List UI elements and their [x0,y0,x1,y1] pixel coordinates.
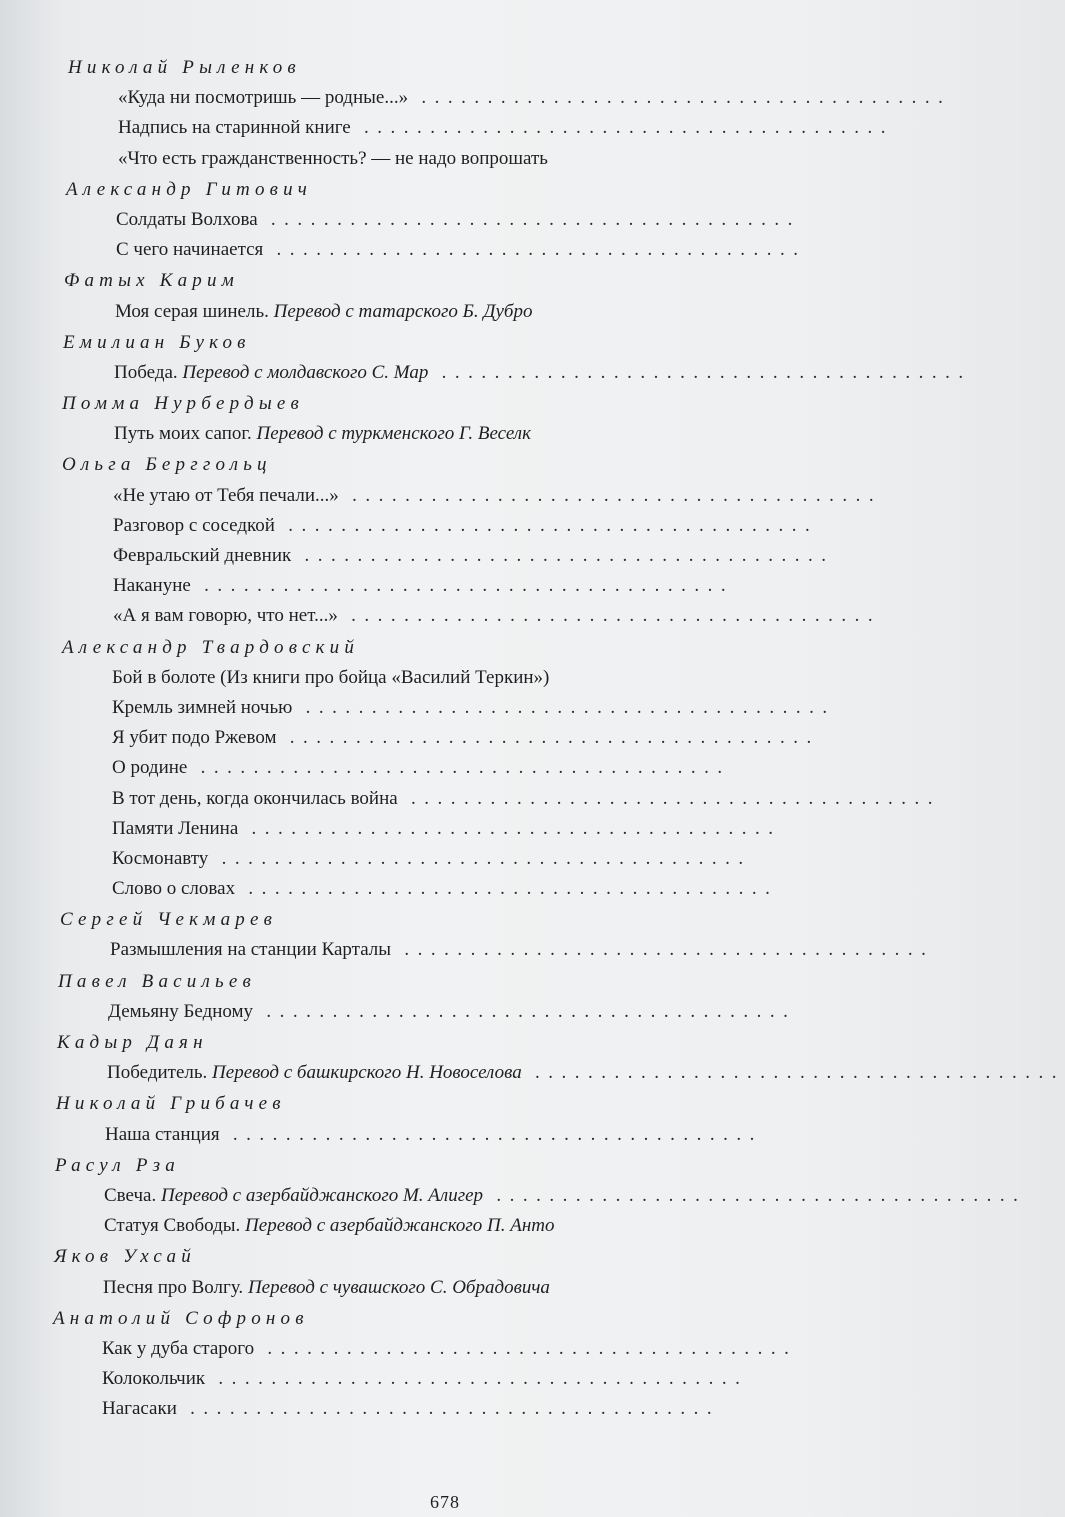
toc-entry [0,935,935,965]
author-name: Кадыр Даян [57,1032,208,1053]
dot-leader: ........................................ [219,1123,763,1145]
dot-leader: ........................................ [408,87,952,109]
translation-note: Перевод с туркменского Г. Веселк [256,423,531,445]
dot-leader: ........................................ [350,117,894,139]
work-title: Солдаты Волхова [116,208,258,230]
work-title: В тот день, когда окончилась война [112,787,398,809]
dot-leader: ........................................ [205,1368,749,1390]
page-number: 678 [430,1492,460,1512]
author-name: Яков Ухсай [54,1246,196,1268]
work-title: «А я вам говорю, что нет...» [113,605,338,627]
dot-leader: ........................................ [337,605,882,627]
work-title: Путь моих сапог. [114,423,252,445]
work-title: «Что есть гражданственность? — не надо вопрошать [118,147,548,169]
toc-entry [0,1334,802,1364]
dot-leader: ........................................ [274,514,819,536]
dot-leader: ........................................ [263,239,807,261]
toc-entry [0,814,812,844]
toc-entry [0,1181,1027,1211]
dot-leader: ........................................ [235,878,779,900]
toc-entry [0,1364,802,1394]
toc-entry [0,541,835,571]
toc-entry [0,83,952,113]
toc-entry [0,297,815,327]
dot-leader: ........................................ [190,575,735,597]
author-name: Емилиан Буков [63,331,251,353]
toc-entry [0,663,812,693]
work-title: Победитель. [107,1062,208,1084]
work-title: Демьяну Бедному [108,1000,254,1022]
translation-note: Перевод с татарского Б. Дубро [273,300,533,322]
work-title: Надпись на старинной книге [118,117,351,139]
toc-entry [0,571,813,601]
work-title: Наша станция [105,1123,220,1145]
work-title: О родине [112,757,188,779]
toc-entry [0,1120,805,1150]
dot-leader: ........................................ [292,696,836,718]
work-title: Как у дуба старого [102,1337,255,1359]
toc-entry [0,1058,1065,1088]
work-title: Моя серая шинель. [115,300,269,322]
dot-leader: ........................................ [338,484,883,506]
work-title: Свеча. [104,1184,157,1206]
toc-entry [0,144,818,174]
work-title: «Не утаю от Тебя печали...» [113,484,339,506]
translation-note: Перевод с молдавского С. Мар [182,361,429,383]
toc-entry [0,113,894,143]
toc-entry [0,358,972,388]
dot-leader: ........................................ [176,1398,721,1420]
work-title: Нагасаки [102,1398,177,1420]
translation-note: Перевод с азербайджанского М. Алигер [160,1184,484,1206]
translation-note: Перевод с чувашского С. Обрадовича [247,1276,550,1298]
toc-entry [0,693,836,723]
toc-entry [0,753,812,783]
dot-leader: ........................................ [483,1184,1027,1206]
dot-leader: ........................................ [257,208,801,230]
dot-leader: ........................................ [397,787,941,809]
work-title: Песня про Волгу. [103,1276,244,1298]
author-name: Александр Твардовский [62,636,360,658]
table-of-contents [0,52,1065,1424]
work-title: Статуя Свободы. [104,1215,241,1237]
author-name: Александр Гитович [66,178,313,200]
work-title: Космонавту [112,847,209,869]
work-title: Слово о словах [112,878,236,900]
author-name: Расул Рза [55,1154,180,1176]
dot-leader: ........................................ [291,545,835,566]
dot-leader: ........................................ [276,727,820,749]
work-title: Размышления на станции Карталы [110,939,392,961]
work-title: Победа. [114,361,178,383]
dot-leader: ........................................ [208,847,752,869]
toc-entry [0,1273,803,1303]
dot-leader: ........................................ [253,1000,797,1022]
toc-entry [0,784,941,814]
author-name: Сергей Чекмарев [60,909,278,931]
translation-note: Перевод с азербайджанского П. Анто [245,1215,555,1237]
author-name: Помма Нурбердыев [62,393,305,415]
author-name: Николай Рыленков [68,57,301,78]
work-title: Накануне [113,575,191,597]
work-title: Я убит подо Ржевом [112,727,277,749]
toc-entry [0,205,816,235]
toc-entry [0,723,820,753]
toc-entry [0,481,883,511]
toc-entry [0,874,812,904]
author-name: Анатолий Софронов [53,1307,309,1329]
toc-entry [0,844,812,874]
toc-entry [0,997,808,1027]
toc-entry [0,601,882,631]
work-title: Памяти Ленина [112,817,239,839]
dot-leader: ........................................ [521,1062,1065,1084]
author-name: Ольга Берггольц [62,454,272,476]
work-title: С чего начинается [116,239,264,261]
translation-note: Перевод с башкирского Н. Новоселова [212,1062,522,1084]
toc-entry [0,235,816,265]
work-title: Февральский дневник [113,545,292,566]
dot-leader: ........................................ [238,817,782,839]
dot-leader: ........................................ [391,939,935,961]
author-name: Фатых Карим [64,270,239,292]
author-name: Павел Васильев [58,970,256,992]
work-title: Бой в болоте (Из книги про бойца «Василий Теркин») [112,666,550,688]
toc-entry [0,511,819,541]
work-title: Разговор с соседкой [113,514,275,536]
dot-leader: ........................................ [187,757,731,779]
dot-leader: ........................................ [254,1337,798,1359]
work-title: «Куда ни посмотришь — родные...» [118,87,409,109]
work-title: Кремль зимней ночью [112,696,293,718]
toc-entry [0,1394,802,1424]
toc-entry [0,419,814,449]
dot-leader: ........................................ [428,361,972,383]
author-name: Николай Грибачев [56,1093,286,1115]
toc-entry [0,1211,804,1241]
work-title: Колокольчик [102,1368,206,1390]
